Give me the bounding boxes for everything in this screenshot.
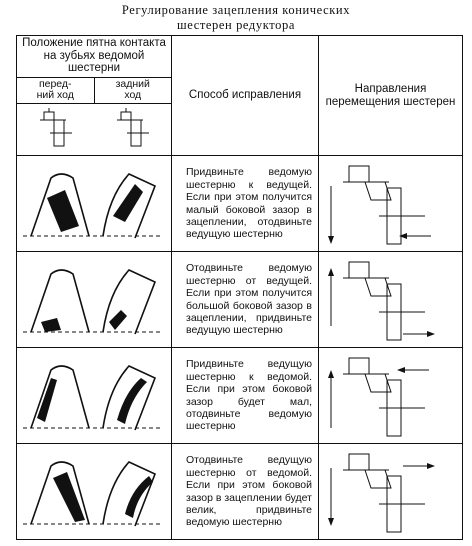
tooth-contact-icon bbox=[17, 156, 170, 251]
header-method-label: Способ исправления bbox=[188, 89, 302, 101]
gear-direction-icon bbox=[319, 348, 461, 443]
gear-direction-icon bbox=[319, 252, 461, 347]
header-row bbox=[17, 36, 463, 156]
tooth-contact-cell bbox=[17, 348, 172, 444]
gear-thumbnail-icon-reverse bbox=[113, 108, 153, 150]
method-text: Придвиньте ведомую шестерню к ведущей. Если при этом получится малый боковой зазор в зацеплении, отодвиньте ведущую шестерню bbox=[186, 166, 312, 241]
header-direction-label: Направления перемещения шестерен bbox=[325, 82, 456, 108]
header-contact-position bbox=[17, 36, 172, 156]
method-text: Придвиньте ведущую шестерню к ведомой. Если при этом боковой зазор будет мал, отодвиньте ведомую шестерню bbox=[186, 358, 312, 433]
method-cell bbox=[172, 348, 319, 444]
method-cell bbox=[172, 252, 319, 348]
tooth-contact-cell bbox=[17, 252, 172, 348]
table-row bbox=[17, 156, 463, 252]
tooth-contact-icon bbox=[17, 252, 170, 347]
direction-cell bbox=[319, 156, 463, 252]
direction-cell bbox=[319, 348, 463, 444]
tooth-contact-cell bbox=[17, 444, 172, 540]
header-direction bbox=[319, 36, 463, 156]
title-line-2: шестерен редуктора bbox=[177, 18, 295, 32]
adjustment-table bbox=[16, 35, 463, 540]
header-method bbox=[172, 36, 319, 156]
gear-direction-icon bbox=[319, 444, 461, 539]
method-cell bbox=[172, 156, 319, 252]
header-thumbnails bbox=[17, 104, 171, 150]
tooth-contact-icon bbox=[17, 348, 170, 443]
tooth-contact-icon bbox=[17, 444, 170, 539]
table-row bbox=[17, 348, 463, 444]
header-reverse-label: задний ход bbox=[115, 77, 150, 101]
gear-thumbnail-icon-forward bbox=[36, 108, 76, 150]
header-contact-label: Положение пятна контакта на зубьях ведомой шестерни bbox=[22, 37, 166, 74]
tooth-contact-cell bbox=[17, 156, 172, 252]
table-row bbox=[17, 444, 463, 540]
header-forward-label: перед- ний ход bbox=[17, 78, 95, 103]
table-row bbox=[17, 252, 463, 348]
direction-cell bbox=[319, 252, 463, 348]
direction-cell bbox=[319, 444, 463, 540]
header-direction-split bbox=[17, 77, 171, 104]
method-cell bbox=[172, 444, 319, 540]
method-text: Отодвиньте ведомую шестерню от ведущей. Если при этом получится большой боковой зазор в зацеплении, придвиньте ведущую шестерню bbox=[186, 262, 312, 337]
gear-direction-icon bbox=[319, 156, 461, 251]
method-text: Отодвиньте ведущую шестерню от ведомой. Если при этом боковой зазор в зацеплении будет велик, придвиньте ведомую шестерню bbox=[186, 454, 312, 529]
document-title bbox=[0, 3, 472, 33]
title-line-1: Регулирование зацепления конических bbox=[121, 3, 351, 17]
